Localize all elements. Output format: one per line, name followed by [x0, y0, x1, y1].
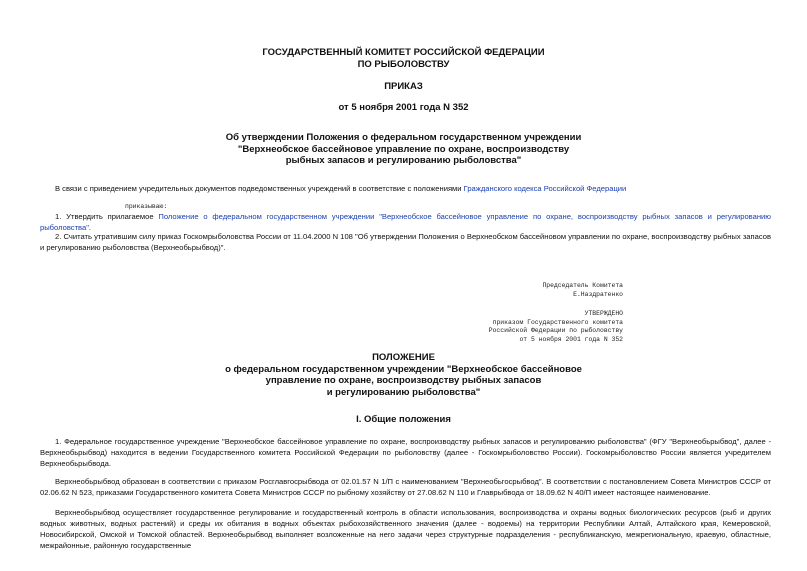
section-1-paragraph-3: Верхнеобьрыбвод осуществляет государственное регулирование и государственный контроль в области использования, воспроизводства и охраны водных биологических ресурсов (рыб и других водных животных, водных растений) и среды их обитания в водных объектах рыбохозяйственного значения (далее - водоемы) на территории Республики Алтай, Алтайского края, Кемеровской, Новосибирской, Омской и Томской областей. Верхнеобьрыбвод выполняет возложенные на него задачи через структурные подразделения - республиканскую, межрегиональную, краевую, областные, межрайонные, районную государственные: [40, 508, 771, 550]
doc-type: ПРИКАЗ: [384, 81, 423, 92]
doc-title-line-1: Об утверждении Положения о федеральном государственном учреждении: [225, 132, 582, 143]
item-1-text: 1. Утвердить прилагаемое: [55, 212, 159, 221]
signature-position: Председатель Комитета: [542, 282, 623, 289]
doc-title-line-3: рыбных запасов и регулированию рыболовства": [285, 155, 522, 166]
issuer-line-1: ГОСУДАРСТВЕННЫЙ КОМИТЕТ РОССИЙСКОЙ ФЕДЕРАЦИИ: [262, 47, 545, 58]
signature-name: Е.Наздратенко: [573, 290, 623, 298]
approval-line-2: приказом Государственного комитета: [492, 318, 623, 326]
item-2-paragraph: 2. Считать утратившим силу приказ Госкомрыболовства России от 11.04.2000 N 108 "Об утверждении Положения о Верхнеобском бассейновом управлении по охране, воспроизводству рыбных запасов и регулированию рыболовства (Верхнеобьрыбвод)".: [40, 232, 771, 252]
approval-line-3: Российской Федерации по рыболовству: [488, 327, 623, 335]
doc-title: [0, 132, 807, 167]
civil-code-link[interactable]: Гражданского кодекса Российской Федерации: [463, 184, 627, 193]
section-1-paragraph-1: 1. Федеральное государственное учреждение "Верхнеобское бассейновое управление по охране, воспроизводству рыбных запасов и регулированию рыболовства" (ФГУ "Верхнеобьрыбвод", далее - Верхнеобьрыбвод) находится в ведении Государственного комитета Российской Федерации по рыболовству (далее - Госкомрыболовство России). Госкомрыболовство России является учредителем Верхнеобьрыбвода.: [40, 437, 771, 468]
approval-line-1: УТВЕРЖДЕНО: [584, 310, 623, 317]
preamble-paragraph: [40, 183, 771, 194]
issuer-heading: [0, 47, 807, 70]
item-1-end: .: [88, 223, 92, 232]
regulation-title-line-3: управление по охране, воспроизводству рыбных запасов: [265, 375, 542, 386]
section-1-heading: I. Общие положения: [356, 414, 451, 425]
regulation-title-line-1: ПОЛОЖЕНИЕ: [372, 352, 435, 363]
regulation-title: [0, 352, 807, 398]
issuer-line-2: ПО РЫБОЛОВСТВУ: [357, 58, 450, 70]
doc-title-line-2: "Верхнеобское бассейновое управление по охране, воспроизводству: [237, 143, 570, 155]
signature-block: [542, 282, 623, 299]
doc-date-number: от 5 ноября 2001 года N 352: [338, 102, 469, 113]
regulation-title-line-2: о федеральном государственном учреждении "Верхнеобское бассейновое: [225, 363, 582, 375]
preamble-text: В связи с приведением учредительных документов подведомственных учреждений в соответствие с положениями: [55, 184, 464, 193]
regulation-link[interactable]: Положение о федеральном государственном учреждении "Верхнеобское бассейновое управление по охране, воспроизводству рыбных запасов и регулированию рыболовства": [40, 212, 771, 232]
regulation-title-line-4: и регулированию рыболовства": [326, 386, 481, 398]
section-1-paragraph-2: Верхнеобьрыбвод образован в соответствии с приказом Росглавгосрыбвода от 02.01.57 N 1/П с наименованием "Верхнеобьгосрыбвод". В соответствии с постановлением Совета Министров СССР от 02.06.62 N 523, приказами Государственного комитета Совета Министров СССР по рыбному хозяйству от 27.08.62 N 110 и Главрыбвода от 18.09.62 N 40/П имеет настоящее наименование.: [40, 477, 771, 497]
orders-word: приказываю:: [125, 203, 168, 210]
approval-stamp: [489, 310, 623, 344]
approval-line-4: от 5 ноября 2001 года N 352: [519, 335, 623, 343]
item-1-paragraph: [40, 211, 771, 233]
